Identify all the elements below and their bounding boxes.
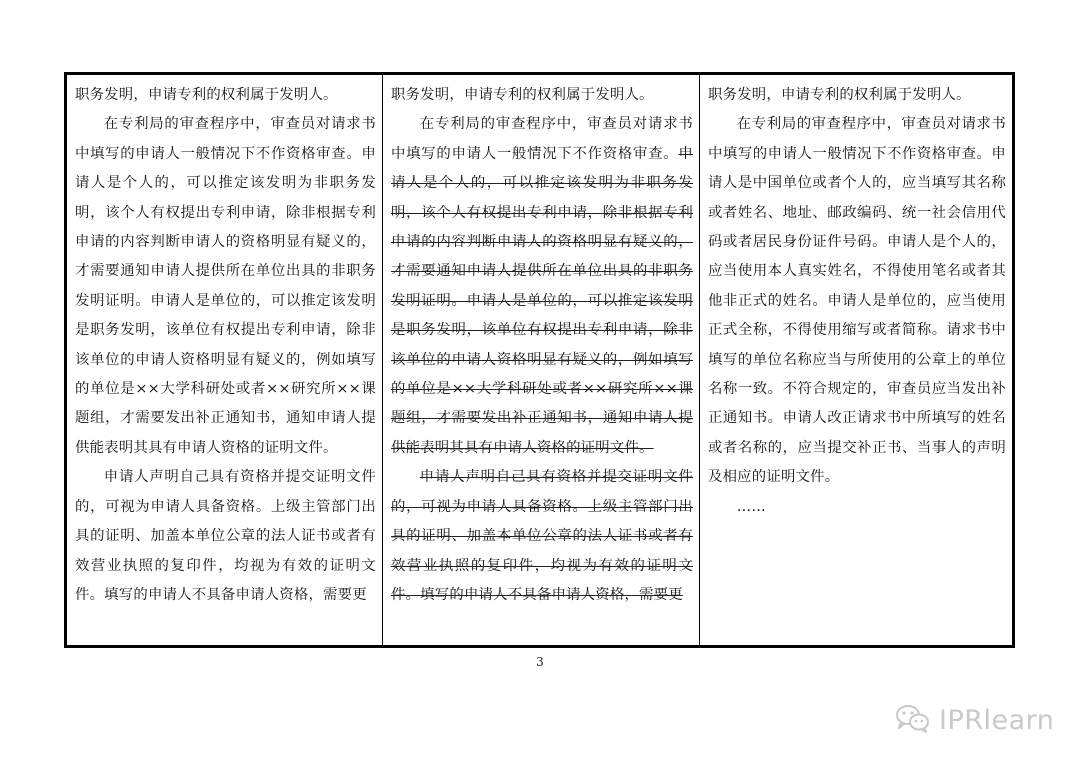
paragraph: 在专利局的审查程序中，审查员对请求书中填写的申请人一般情况下不作资格审查。申请人是个人的，可以推定该发明为非职务发明，该个人有权提出专利申请，除非根据专利申请的内容判断申请人的资格明显有疑义的，才需要通知申请人提供所在单位出具的非职务发明证明。申请人是单位的，可以推定该发明是职务发明，该单位有权提出专利申请，除非该单位的申请人资格明显有疑义的，例如填写的单位是××大学科研处或者××研究所××课题组，才需要发出补正通知书，通知申请人提供能表明其具有申请人资格的证明文件。 xyxy=(75,116,376,456)
paragraph-text: 职务发明，申请专利的权利属于发明人。 xyxy=(391,87,654,103)
struck-text: 申请人声明自己具有资格并提交证明文件的，可视为申请人具备资格。上级主管部门出具的证明、加盖本单位公章的法人证书或者有效营业执照的复印件，均视为有效的证明文件。填写的申请人不具备申请人资格，需要更 xyxy=(391,469,693,603)
paragraph: 职务发明，申请专利的权利属于发明人。 xyxy=(708,87,971,103)
page-number: 3 xyxy=(536,655,544,669)
comparison-table xyxy=(64,72,1015,648)
paragraph xyxy=(391,110,693,463)
column-revised xyxy=(700,75,1012,645)
paragraph xyxy=(391,463,693,610)
struck-text: 申请人是个人的，可以推定该发明为非职务发明，该个人有权提出专利申请，除非根据专利申请的内容判断申请人的资格明显有疑义的，才需要通知申请人提供所在单位出具的非职务发明证明。申请人是单位的，可以推定该发明是职务发明，该单位有权提出专利申请，除非该单位的申请人资格明显有疑义的，例如填写的单位是××大学科研处或者××研究所××课题组，才需要发出补正通知书，通知申请人提供能表明其具有申请人资格的证明文件。 xyxy=(391,145,693,456)
watermark-text: IPRlearn xyxy=(939,704,1055,736)
ellipsis: …… xyxy=(736,498,766,515)
paragraph xyxy=(391,81,693,110)
watermark xyxy=(895,700,1054,740)
paragraph: 申请人声明自己具有资格并提交证明文件的，可视为申请人具备资格。上级主管部门出具的证明、加盖本单位公章的法人证书或者有效营业执照的复印件，均视为有效的证明文件。填写的申请人不具备申请人资格，需要更 xyxy=(75,469,376,603)
paragraph: 职务发明，申请专利的权利属于发明人。 xyxy=(75,87,338,103)
column-original xyxy=(67,75,383,645)
column-deleted-text xyxy=(383,75,700,645)
paragraph-text: 在专利局的审查程序中，审查员对请求书中填写的申请人一般情况下不作资格审查。 xyxy=(391,116,693,162)
paragraph: 在专利局的审查程序中，审查员对请求书中填写的申请人一般情况下不作资格审查。申请人是中国单位或者个人的，应当填写其名称或者姓名、地址、邮政编码、统一社会信用代码或者居民身份证件号码。申请人是个人的，应当使用本人真实姓名，不得使用笔名或者其他非正式的姓名。申请人是单位的，应当使用正式全称，不得使用缩写或者简称。请求书中填写的单位名称应当与所使用的公章上的单位名称一致。不符合规定的，审查员应当发出补正通知书。申请人改正请求书中所填写的姓名或者名称的，应当提交补正书、当事人的声明及相应的证明文件。 xyxy=(708,116,1006,486)
wechat-icon xyxy=(895,703,931,737)
